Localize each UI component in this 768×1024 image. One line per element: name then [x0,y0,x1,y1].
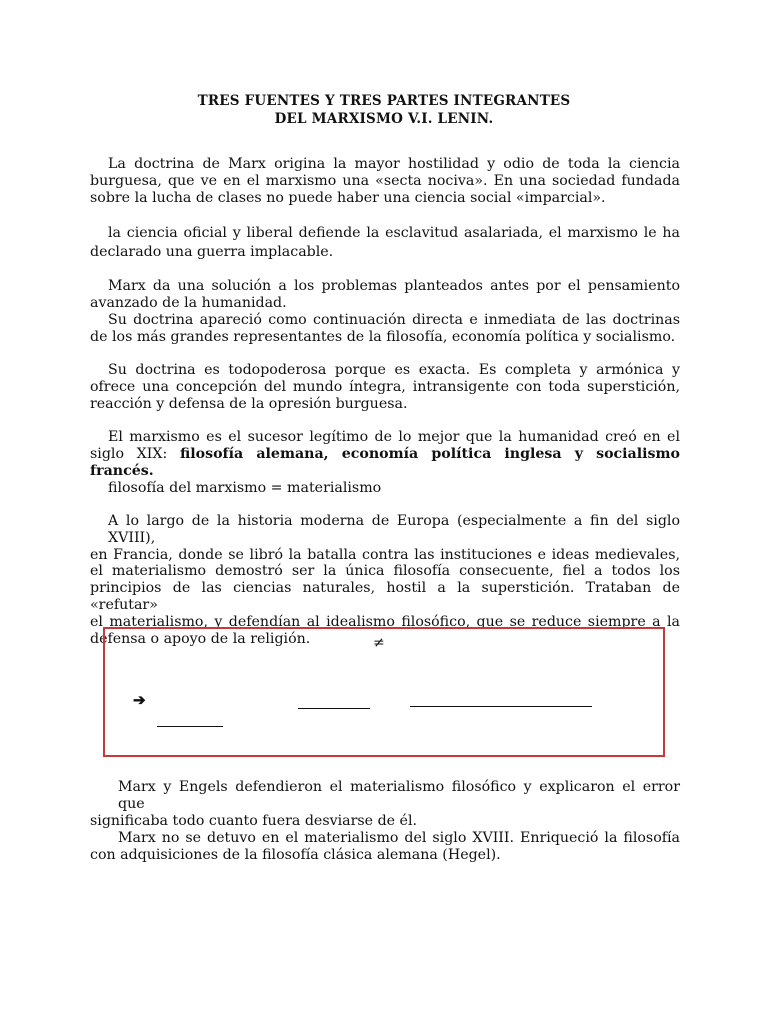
p8-line-1: A lo largo de la historia moderna de Europa (especialmente a fin del siglo XVIII), [108,513,680,546]
p1-line-3: sobre la lucha de clases no puede haber una ciencia social «imparcial». [90,189,606,206]
blank-line-3 [157,726,223,727]
paragraph-3 [90,278,680,312]
p10-line-2: con adquisiciones de la filosofía clásica alemana (Hegel). [90,846,501,863]
p8-line-6: defensa o apoyo de la religión. [90,630,311,647]
blank-line-2 [410,706,592,707]
p10-line-1: Marx no se detuvo en el materialismo del siglo XVIII. Enriqueció la filosofía [118,830,680,846]
p5-line-3: reacción y defensa de la opresión burguesa. [90,395,408,412]
p3-line-2: avanzado de la humanidad. [90,294,287,311]
p3-line-1: Marx da una solución a los problemas planteados antes por el pensamiento [108,278,680,294]
p6-line-2-bold: filosofía alemana, economía política inglesa y socialismo francés. [90,445,680,479]
arrow-icon: ➔ [133,691,146,709]
paragraph-6 [90,429,680,479]
title-line-1: TRES FUENTES Y TRES PARTES INTEGRANTES [197,93,571,109]
title-line-2: DEL MARXISMO V.I. LENIN. [274,111,494,127]
p2-line-1: la ciencia oficial y liberal defiende la esclavitud asalariada, el marxismo le ha [108,225,680,241]
paragraph-5 [90,362,680,412]
p8-line-4: principios de las ciencias naturales, hostil a la superstición. Trataban de «refutar» [90,580,680,613]
p1-line-1: La doctrina de Marx origina la mayor hostilidad y odio de toda la ciencia [108,156,680,172]
p9-line-1: Marx y Engels defendieron el materialismo filosófico y explicaron el error que [118,779,680,812]
paragraph-7 [90,480,680,497]
paragraph-2 [90,225,680,261]
paragraph-10 [90,830,680,864]
p6-line-1: El marxismo es el sucesor legítimo de lo mejor que la humanidad creó en el [108,429,680,445]
p8-line-3: el materialismo demostró ser la única filosofía consecuente, fiel a todos los [90,563,680,580]
p1-line-2: burguesa, que ve en el marxismo una «secta nociva». En una sociedad fundada [90,172,680,189]
paragraph-4 [90,312,680,346]
p7-line-1: filosofía del marxismo = materialismo [108,480,382,496]
paragraph-9 [90,779,680,829]
p6-line-2 [90,446,680,480]
p4-line-1: Su doctrina apareció como continuación directa e inmediata de las doctrinas [108,312,680,328]
paragraph-1 [90,156,680,206]
p6-line-2-plain: siglo XIX: [90,445,180,462]
fill-in-box [103,627,665,757]
p5-line-2: ofrece una concepción del mundo íntegra, intransigente con toda superstición, [90,378,680,395]
not-equal-symbol: ≠ [373,635,385,651]
p4-line-2: de los más grandes representantes de la filosofía, economía política y socialismo. [90,328,676,345]
document-title [0,92,768,128]
p8-line-5: el materialismo, y defendían al idealismo filosófico, que se reduce siempre a la [90,613,680,630]
p5-line-1: Su doctrina es todopoderosa porque es exacta. Es completa y armónica y [108,362,680,378]
blank-line-1 [298,708,370,709]
p9-line-2: significaba todo cuanto fuera desviarse de él. [90,812,418,829]
p8-line-2: en Francia, donde se libró la batalla contra las instituciones e ideas medievales, [90,546,680,563]
p2-line-2: declarado una guerra implacable. [90,243,334,260]
